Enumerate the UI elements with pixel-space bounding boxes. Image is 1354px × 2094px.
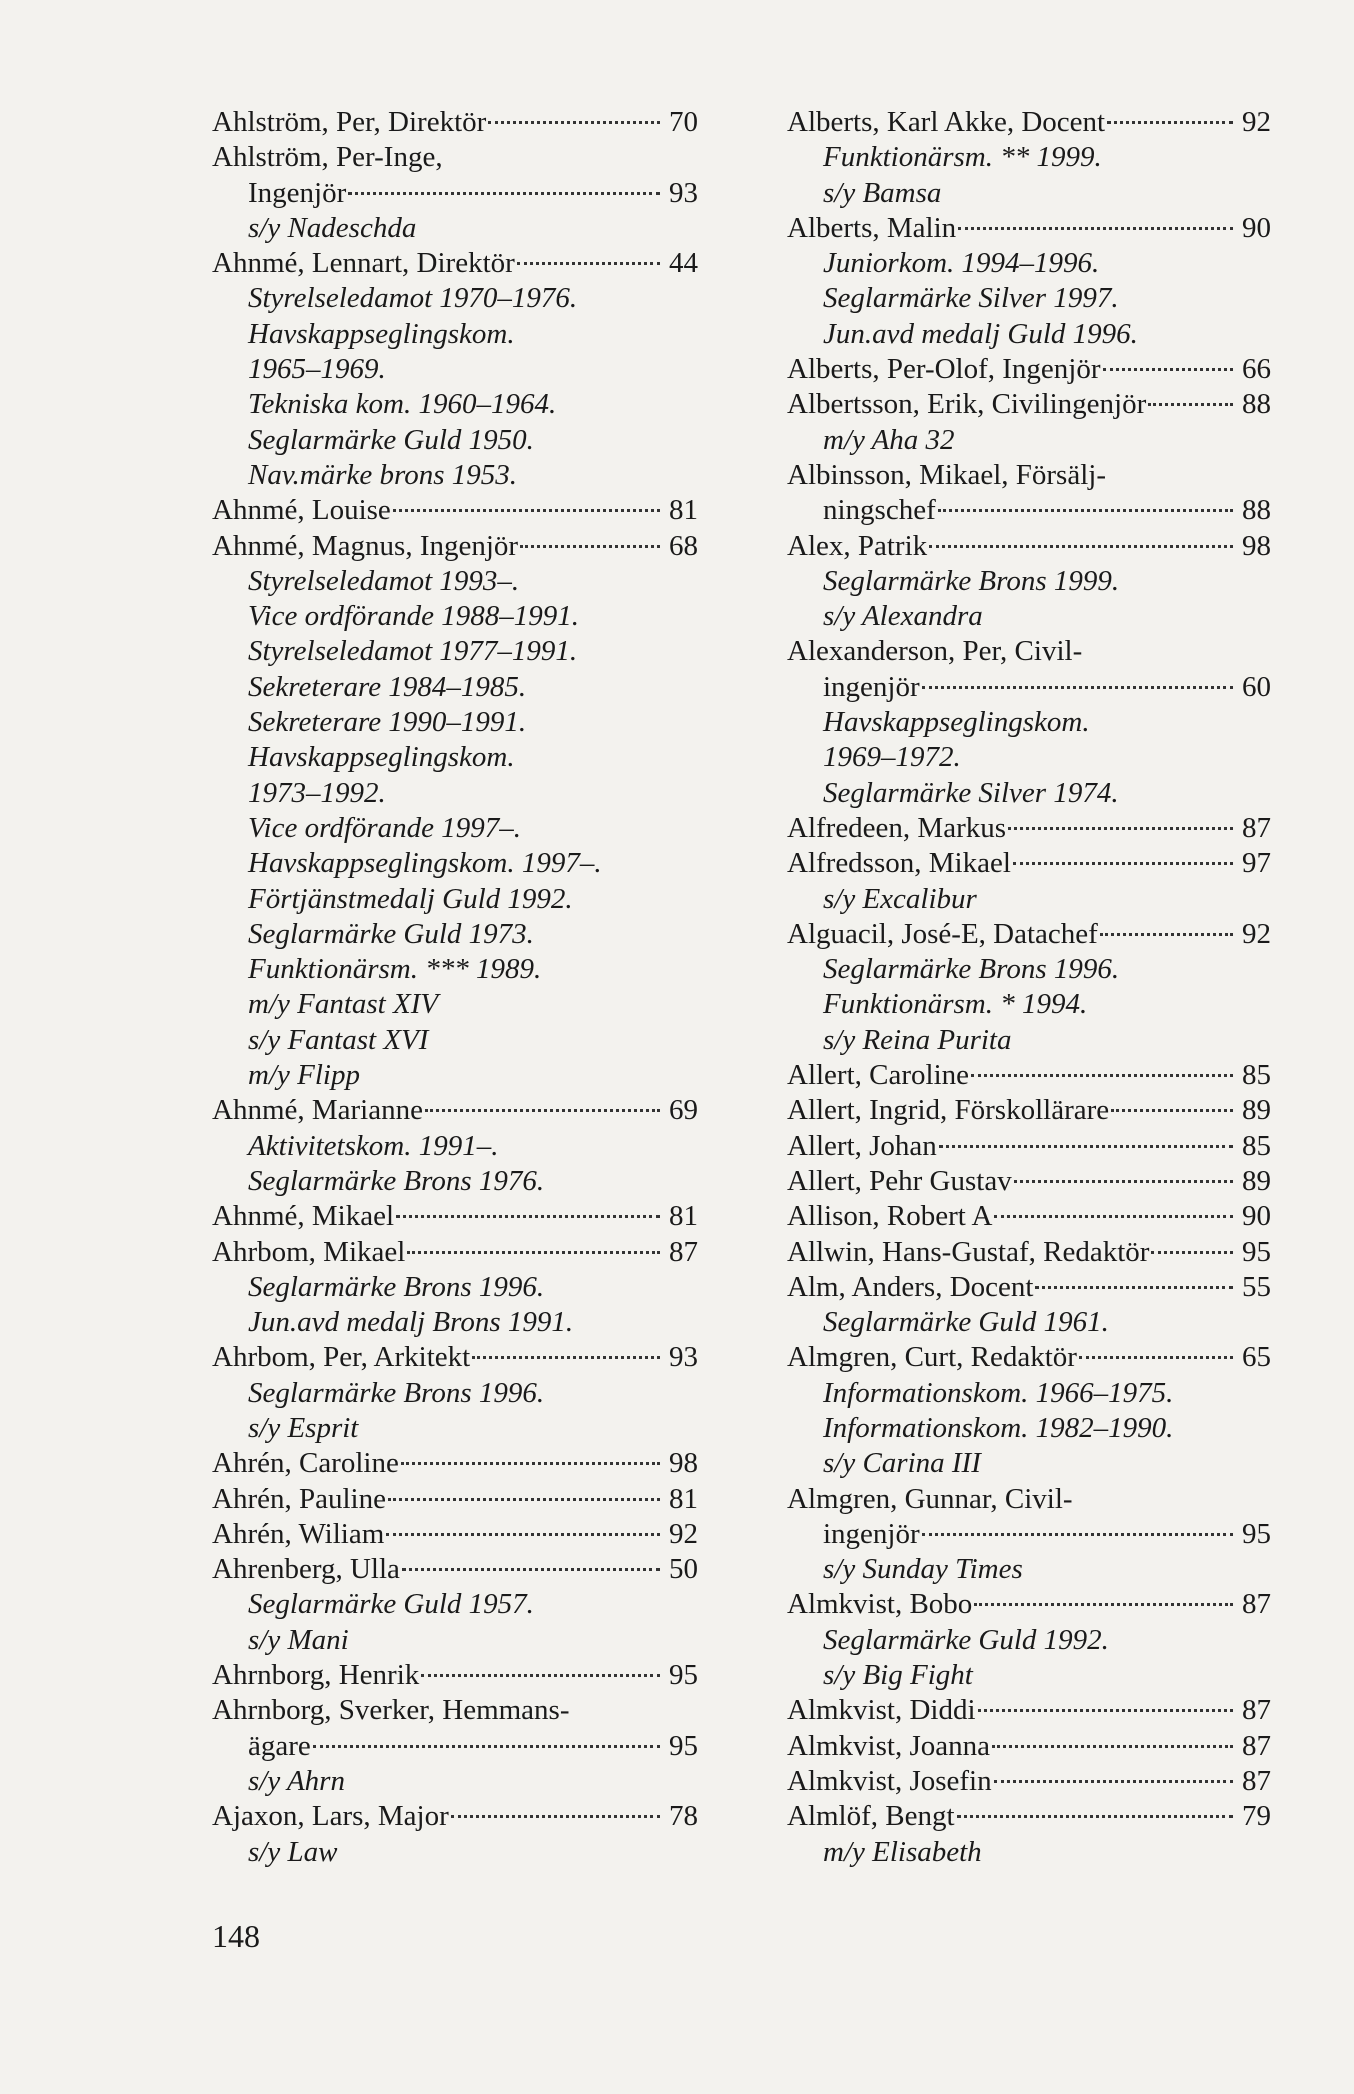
entry-note: Seglarmärke Brons 1996. <box>823 953 1120 986</box>
entry-name: Allert, Caroline <box>787 1059 970 1092</box>
dot-leader <box>425 1109 660 1112</box>
entry-name: Ahrén, Wiliam <box>212 1517 385 1550</box>
entry-note: s/y Alexandra <box>823 600 983 633</box>
entry-note: s/y Fantast XVI <box>248 1023 429 1056</box>
entry-page-number: 70 <box>669 106 698 138</box>
entry-name: Ahnmé, Lennart, Direktör <box>212 247 515 280</box>
index-entry <box>787 1235 1271 1270</box>
dot-leader <box>922 686 1233 689</box>
index-entry <box>212 493 698 528</box>
entry-name: Allison, Robert A <box>787 1200 993 1233</box>
index-entry <box>787 1270 1271 1305</box>
entry-note: Seglarmärke Guld 1992. <box>823 1623 1109 1656</box>
right-column <box>787 105 1271 1870</box>
entry-name: Ingenjör <box>248 176 347 209</box>
entry-note: Vice ordförande 1997–. <box>248 811 522 844</box>
index-entry <box>212 1552 698 1587</box>
entry-note: Havskappseglingskom. 1997–. <box>248 847 602 880</box>
entry-note: Seglarmärke Silver 1997. <box>823 282 1119 315</box>
entry-page-number: 44 <box>669 247 698 280</box>
entry-page-number: 93 <box>669 1341 698 1374</box>
entry-name-continued: Ahrnborg, Sverker, Hemmans- <box>212 1694 570 1727</box>
index-entry <box>787 1693 1271 1728</box>
entry-page-number: 85 <box>1242 1059 1271 1092</box>
entry-note: Seglarmärke Brons 1999. <box>823 564 1120 597</box>
dot-leader <box>1111 1109 1233 1112</box>
entry-name: Alfredeen, Markus <box>787 811 1007 844</box>
dot-leader <box>313 1745 660 1748</box>
entry-note: s/y Carina III <box>823 1447 981 1480</box>
index-entry <box>212 1517 698 1552</box>
dot-leader <box>407 1251 660 1254</box>
dot-leader <box>992 1745 1233 1748</box>
entry-note: Förtjänstmedalj Guld 1992. <box>248 882 573 915</box>
index-entry <box>787 1340 1271 1375</box>
dot-leader <box>520 545 660 548</box>
entry-page-number: 69 <box>669 1094 698 1127</box>
entry-page-number: 88 <box>1242 494 1271 527</box>
entry-note: m/y Aha 32 <box>823 423 955 456</box>
entry-note: s/y Ahrn <box>248 1764 345 1797</box>
dot-leader <box>1008 827 1233 830</box>
entry-name: Ahnmé, Marianne <box>212 1094 423 1127</box>
entry-name: Almlöf, Bengt <box>787 1800 955 1833</box>
index-entry <box>787 211 1271 246</box>
entry-note: Seglarmärke Silver 1974. <box>823 776 1119 809</box>
dot-leader <box>488 121 660 124</box>
entry-name: Ahrbom, Mikael <box>212 1235 406 1268</box>
entry-page-number: 87 <box>1242 811 1271 844</box>
entry-page-number: 78 <box>669 1800 698 1833</box>
entry-name: Alm, Anders, Docent <box>787 1270 1034 1303</box>
index-entry <box>787 1058 1271 1093</box>
entry-note: Sekreterare 1984–1985. <box>248 670 527 703</box>
entry-note: m/y Elisabeth <box>823 1835 982 1868</box>
entry-name: Almkvist, Josefin <box>787 1764 992 1797</box>
entry-note: s/y Excalibur <box>823 882 977 915</box>
index-entry <box>212 1340 698 1375</box>
entry-page-number: 93 <box>669 176 698 209</box>
entry-page-number: 81 <box>669 1482 698 1515</box>
entry-page-number: 60 <box>1242 670 1271 703</box>
entry-note: Juniorkom. 1994–1996. <box>823 247 1100 280</box>
index-entry <box>787 1517 1271 1552</box>
entry-name: Alguacil, José-E, Datachef <box>787 917 1098 950</box>
entry-note: s/y Bamsa <box>823 176 942 209</box>
dot-leader <box>1100 933 1233 936</box>
entry-name: Ahlström, Per, Direktör <box>212 106 487 138</box>
index-entry <box>787 105 1271 140</box>
dot-leader <box>978 1709 1233 1712</box>
index-entry <box>212 1093 698 1128</box>
entry-name: ningschef <box>823 494 936 527</box>
entry-note: Seglarmärke Guld 1973. <box>248 917 534 950</box>
entry-name: Allert, Ingrid, Förskollärare <box>787 1094 1110 1127</box>
entry-page-number: 92 <box>1242 106 1271 138</box>
entry-name: Ajaxon, Lars, Major <box>212 1800 449 1833</box>
entry-name: Allert, Pehr Gustav <box>787 1164 1012 1197</box>
entry-note: Seglarmärke Guld 1950. <box>248 423 534 456</box>
index-entry <box>787 387 1271 422</box>
entry-name: Alex, Patrik <box>787 529 928 562</box>
entry-page-number: 92 <box>1242 917 1271 950</box>
index-entry <box>212 1799 698 1834</box>
dot-leader <box>994 1215 1233 1218</box>
index-entry <box>787 670 1271 705</box>
index-entry <box>212 176 698 211</box>
entry-name: Ahrbom, Per, Arkitekt <box>212 1341 471 1374</box>
dot-leader <box>1151 1251 1233 1254</box>
entry-page-number: 85 <box>1242 1129 1271 1162</box>
entry-name-continued: Alexanderson, Per, Civil- <box>787 635 1083 668</box>
left-column <box>212 105 698 1870</box>
entry-note: Seglarmärke Guld 1961. <box>823 1306 1109 1339</box>
entry-page-number: 79 <box>1242 1800 1271 1833</box>
dot-leader <box>396 1215 660 1218</box>
entry-name: ägare <box>248 1729 311 1762</box>
entry-name: Allwin, Hans-Gustaf, Redaktör <box>787 1235 1150 1268</box>
dot-leader <box>938 509 1233 512</box>
dot-leader <box>929 545 1233 548</box>
entry-page-number: 95 <box>669 1729 698 1762</box>
entry-page-number: 95 <box>669 1659 698 1692</box>
index-entry <box>212 1446 698 1481</box>
entry-page-number: 81 <box>669 494 698 527</box>
entry-name: Ahnmé, Louise <box>212 494 391 527</box>
index-entry <box>787 1764 1271 1799</box>
entry-note: Vice ordförande 1988–1991. <box>248 600 580 633</box>
entry-name: Almkvist, Diddi <box>787 1694 976 1727</box>
entry-name: Ahrenberg, Ulla <box>212 1553 400 1586</box>
dot-leader <box>421 1674 660 1677</box>
dot-leader <box>1107 121 1233 124</box>
entry-name: Almkvist, Bobo <box>787 1588 973 1621</box>
entry-note: Styrelseledamot 1977–1991. <box>248 635 578 668</box>
entry-page-number: 92 <box>669 1517 698 1550</box>
dot-leader <box>922 1533 1233 1536</box>
entry-note: Styrelseledamot 1993–. <box>248 564 520 597</box>
dot-leader <box>401 1462 660 1465</box>
dot-leader <box>974 1603 1233 1606</box>
entry-note: s/y Sunday Times <box>823 1553 1023 1586</box>
dot-leader <box>393 509 660 512</box>
entry-page-number: 87 <box>1242 1694 1271 1727</box>
entry-note: Styrelseledamot 1970–1976. <box>248 282 578 315</box>
entry-note: s/y Reina Purita <box>823 1023 1012 1056</box>
entry-page-number: 89 <box>1242 1094 1271 1127</box>
entry-note: Funktionärsm. * 1994. <box>823 988 1088 1021</box>
entry-name: Almkvist, Joanna <box>787 1729 990 1762</box>
dot-leader <box>1148 403 1233 406</box>
entry-name: Alberts, Karl Akke, Docent <box>787 106 1106 138</box>
entry-name: ingenjör <box>823 670 920 703</box>
index-entry <box>787 529 1271 564</box>
index-entry <box>212 1199 698 1234</box>
index-entry <box>787 1799 1271 1834</box>
entry-name: Alfredsson, Mikael <box>787 847 1011 880</box>
entry-note: s/y Law <box>248 1835 338 1868</box>
dot-leader <box>971 1074 1233 1077</box>
entry-page-number: 55 <box>1242 1270 1271 1303</box>
entry-page-number: 90 <box>1242 1200 1271 1233</box>
entry-note: Seglarmärke Brons 1996. <box>248 1376 545 1409</box>
index-entry <box>787 1164 1271 1199</box>
entry-note: s/y Mani <box>248 1623 349 1656</box>
entry-note: Seglarmärke Brons 1976. <box>248 1164 545 1197</box>
entry-page-number: 89 <box>1242 1164 1271 1197</box>
entry-note: Jun.avd medalj Brons 1991. <box>248 1306 574 1339</box>
entry-page-number: 65 <box>1242 1341 1271 1374</box>
entry-note: Aktivitetskom. 1991–. <box>248 1129 499 1162</box>
entry-note: s/y Esprit <box>248 1411 359 1444</box>
entry-page-number: 68 <box>669 529 698 562</box>
dot-leader <box>472 1356 660 1359</box>
entry-note: Informationskom. 1966–1975. <box>823 1376 1174 1409</box>
entry-name: Ahnmé, Mikael <box>212 1200 395 1233</box>
dot-leader <box>386 1533 660 1536</box>
entry-note: Tekniska kom. 1960–1964. <box>248 388 557 421</box>
entry-page-number: 81 <box>669 1200 698 1233</box>
entry-note: m/y Fantast XIV <box>248 988 439 1021</box>
entry-page-number: 90 <box>1242 211 1271 244</box>
entry-note: s/y Big Fight <box>823 1659 973 1692</box>
entry-name: Allert, Johan <box>787 1129 937 1162</box>
entry-note: Informationskom. 1982–1990. <box>823 1411 1174 1444</box>
index-entry <box>212 1658 698 1693</box>
index-entry <box>787 917 1271 952</box>
index-entry <box>787 493 1271 528</box>
index-entry <box>212 1729 698 1764</box>
entry-note: Seglarmärke Brons 1996. <box>248 1270 545 1303</box>
entry-name: Albertsson, Erik, Civilingenjör <box>787 388 1147 421</box>
index-entry <box>212 246 698 281</box>
entry-note: Jun.avd medalj Guld 1996. <box>823 317 1138 350</box>
entry-page-number: 95 <box>1242 1517 1271 1550</box>
entry-name: Alberts, Per-Olof, Ingenjör <box>787 353 1101 386</box>
entry-page-number: 98 <box>669 1447 698 1480</box>
dot-leader <box>388 1498 660 1501</box>
entry-name: Almgren, Curt, Redaktör <box>787 1341 1077 1374</box>
entry-note: Sekreterare 1990–1991. <box>248 706 527 739</box>
entry-name-continued: Albinsson, Mikael, Försälj- <box>787 458 1106 491</box>
entry-name: Ahnmé, Magnus, Ingenjör <box>212 529 519 562</box>
dot-leader <box>958 227 1233 230</box>
page-number: 148 <box>212 1918 260 1954</box>
dot-leader <box>1035 1286 1233 1289</box>
entry-name-continued: Almgren, Gunnar, Civil- <box>787 1482 1073 1515</box>
entry-page-number: 88 <box>1242 388 1271 421</box>
entry-page-number: 98 <box>1242 529 1271 562</box>
index-entry <box>787 1199 1271 1234</box>
entry-note: s/y Nadeschda <box>248 211 417 244</box>
entry-note: Funktionärsm. *** 1989. <box>248 953 542 986</box>
dot-leader <box>1014 1180 1233 1183</box>
dot-leader <box>517 262 660 265</box>
dot-leader <box>957 1815 1233 1818</box>
entry-name: Alberts, Malin <box>787 211 957 244</box>
dot-leader <box>348 192 660 195</box>
index-entry <box>787 1729 1271 1764</box>
entry-name-continued: Ahlström, Per-Inge, <box>212 141 443 174</box>
index-entry <box>787 846 1271 881</box>
entry-page-number: 66 <box>1242 353 1271 386</box>
index-entry <box>787 1587 1271 1622</box>
entry-page-number: 97 <box>1242 847 1271 880</box>
entry-note: m/y Flipp <box>248 1059 360 1092</box>
entry-page-number: 87 <box>1242 1729 1271 1762</box>
entry-note: 1969–1972. <box>823 741 961 774</box>
entry-name: Ahrén, Caroline <box>212 1447 399 1480</box>
index-entry <box>787 352 1271 387</box>
dot-leader <box>402 1568 660 1571</box>
entry-page-number: 87 <box>1242 1764 1271 1797</box>
entry-name: ingenjör <box>823 1517 920 1550</box>
entry-page-number: 50 <box>669 1553 698 1586</box>
index-entry <box>212 1235 698 1270</box>
entry-note: Nav.märke brons 1953. <box>248 458 518 491</box>
index-entry <box>212 105 698 140</box>
index-entry <box>787 1093 1271 1128</box>
dot-leader <box>451 1815 660 1818</box>
dot-leader <box>1079 1356 1233 1359</box>
index-entry <box>212 1482 698 1517</box>
index-entry <box>212 529 698 564</box>
dot-leader <box>1103 368 1233 371</box>
index-entry <box>787 1129 1271 1164</box>
entry-note: Havskappseglingskom. <box>248 741 515 774</box>
entry-page-number: 87 <box>1242 1588 1271 1621</box>
entry-page-number: 95 <box>1242 1235 1271 1268</box>
dot-leader <box>1013 862 1233 865</box>
entry-note: 1973–1992. <box>248 776 386 809</box>
entry-name: Ahrnborg, Henrik <box>212 1659 420 1692</box>
dot-leader <box>939 1145 1233 1148</box>
entry-page-number: 87 <box>669 1235 698 1268</box>
entry-note: Funktionärsm. ** 1999. <box>823 141 1102 174</box>
dot-leader <box>994 1780 1233 1783</box>
entry-note: Havskappseglingskom. <box>248 317 515 350</box>
index-entry <box>787 811 1271 846</box>
entry-note: 1965–1969. <box>248 353 386 386</box>
entry-note: Seglarmärke Guld 1957. <box>248 1588 534 1621</box>
entry-note: Havskappseglingskom. <box>823 706 1090 739</box>
entry-name: Ahrén, Pauline <box>212 1482 386 1515</box>
